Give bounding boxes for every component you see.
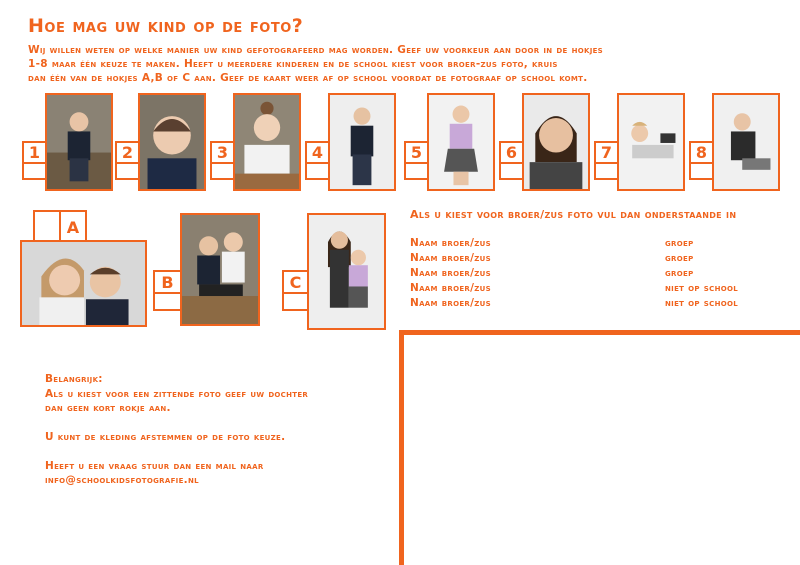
notes-heading: Belangrijk:	[45, 373, 103, 385]
option-label: 4	[311, 143, 324, 162]
sibling-form-heading: Als u kiest voor broer/zus foto vul dan onderstaande in	[410, 208, 737, 221]
sibling-option-label: C	[289, 273, 302, 292]
sibling-name-label: Naam broer/zus	[410, 282, 491, 294]
photo-option-3	[233, 93, 301, 191]
checkbox-option-4[interactable]	[305, 141, 330, 180]
sibling-group-label: niet op school	[665, 297, 739, 309]
photo-option-5	[427, 93, 495, 191]
checkbox-sibling-b[interactable]	[153, 270, 182, 311]
checkbox-sibling-a-left[interactable]	[33, 210, 61, 242]
checkbox-option-2[interactable]	[115, 141, 140, 180]
intro-line-2: 1-8 maar één keuze te maken. Heeft u meerdere kinderen en de school kiest voor broer-zus foto, kruis	[28, 58, 558, 70]
checkbox-option-1[interactable]	[22, 141, 47, 180]
option-label: 8	[695, 143, 708, 162]
card-frame-top-border	[399, 330, 800, 335]
photo-option-2	[138, 93, 206, 191]
card-frame-left-border	[399, 330, 404, 565]
intro-line-3: dan één van de hokjes A,B of C aan. Geef de kaart weer af op school voordat de fotograaf op school komt.	[28, 72, 588, 84]
note-line: U kunt de kleding afstemmen op de foto keuze.	[45, 431, 286, 443]
note-line: Als u kiest voor een zittende foto geef uw dochter	[45, 388, 309, 400]
option-label: 7	[600, 143, 613, 162]
sibling-group-label: groep	[665, 252, 694, 264]
intro-line-1: Wij willen weten op welke manier uw kind gefotografeerd mag worden. Geef uw voorkeur aan door in de hokjes	[28, 44, 604, 56]
sibling-name-label: Naam broer/zus	[410, 267, 491, 279]
photo-sibling-a	[20, 240, 147, 327]
checkbox-option-7[interactable]	[594, 141, 619, 180]
option-label: 6	[505, 143, 518, 162]
photo-sibling-c	[307, 213, 386, 330]
option-label: 2	[121, 143, 134, 162]
checkbox-sibling-c[interactable]	[282, 270, 309, 311]
option-label: 3	[216, 143, 229, 162]
intro-text	[28, 43, 788, 85]
checkbox-option-5[interactable]	[404, 141, 429, 180]
note-line: dan geen kort rokje aan.	[45, 402, 171, 414]
checkbox-option-3[interactable]	[210, 141, 235, 180]
checkbox-sibling-a[interactable]	[59, 210, 87, 242]
photo-option-8	[712, 93, 780, 191]
photo-option-4	[328, 93, 396, 191]
sibling-name-label: Naam broer/zus	[410, 252, 491, 264]
option-label: 5	[410, 143, 423, 162]
checkbox-option-8[interactable]	[689, 141, 714, 180]
photo-option-1	[45, 93, 113, 191]
checkbox-option-6[interactable]	[499, 141, 524, 180]
sibling-option-label: B	[161, 273, 174, 292]
photo-option-6	[522, 93, 590, 191]
sibling-name-label: Naam broer/zus	[410, 237, 491, 249]
photo-option-7	[617, 93, 685, 191]
contact-email[interactable]: info@schoolkidsfotografie.nl	[45, 474, 199, 486]
photo-sibling-b	[180, 213, 260, 326]
note-line: Heeft u een vraag stuur dan een mail naar	[45, 460, 264, 472]
sibling-group-label: groep	[665, 237, 694, 249]
page-title: Hoe mag uw kind op de foto?	[28, 15, 304, 37]
sibling-group-label: groep	[665, 267, 694, 279]
sibling-option-label: A	[66, 218, 80, 237]
sibling-name-label: Naam broer/zus	[410, 297, 491, 309]
sibling-group-label: niet op school	[665, 282, 739, 294]
option-label: 1	[28, 143, 41, 162]
